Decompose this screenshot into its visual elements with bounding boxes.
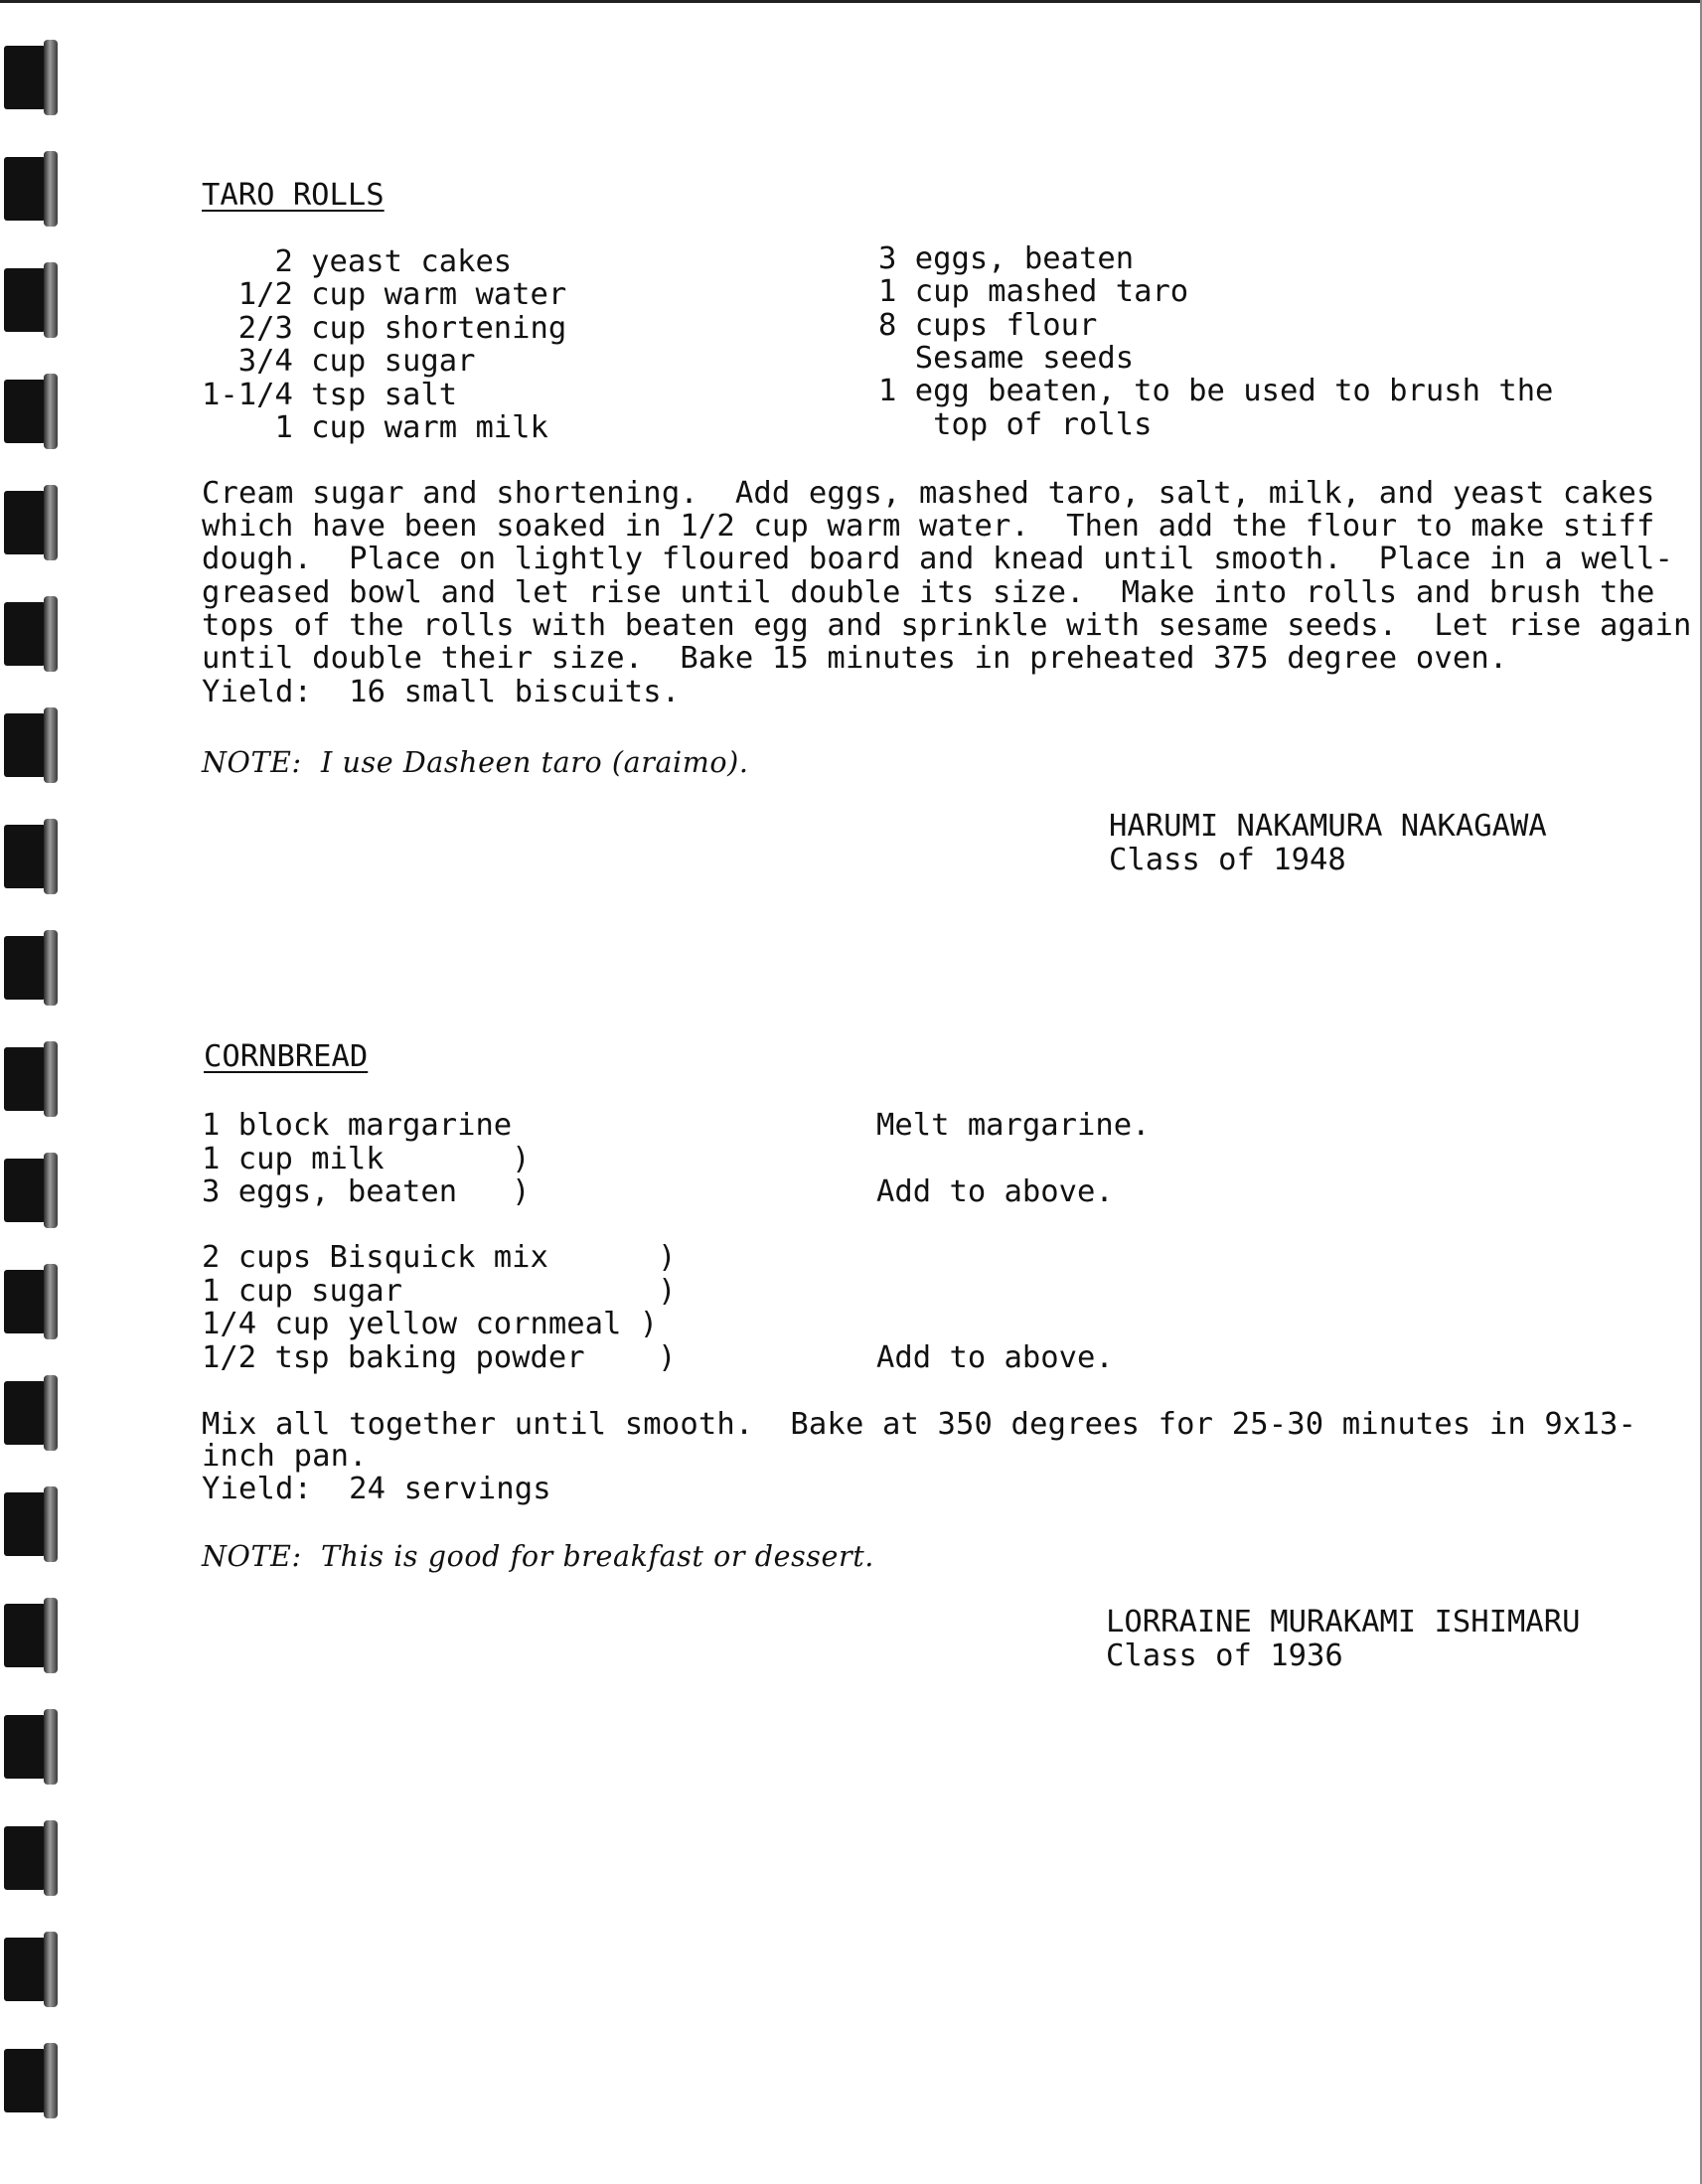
direction-line: inch pan.: [202, 1439, 368, 1474]
binding-ring-wire: [44, 151, 58, 227]
ingredient-line: 3 eggs, beaten ): [202, 1174, 531, 1209]
taro-note: NOTE: I use Dasheen taro (araimo).: [202, 746, 749, 779]
direction-line: tops of the rolls with beaten egg and sprinkle with sesame seeds. Let rise again: [202, 608, 1692, 643]
binding-ring: [4, 1932, 56, 2007]
binding-ring-wire: [44, 374, 58, 449]
binding-hole-shadow: [4, 825, 46, 888]
binding-hole-shadow: [4, 1381, 46, 1445]
ingredient-line: 2 cups Bisquick mix ): [202, 1240, 677, 1275]
binding-ring: [4, 819, 56, 894]
binding-ring: [4, 151, 56, 227]
binding-hole-shadow: [4, 1938, 46, 2001]
binding-ring: [4, 1709, 56, 1785]
ingredient-line: 1 cup sugar ): [202, 1274, 677, 1309]
binding-hole-shadow: [4, 936, 46, 1000]
binding-ring-wire: [44, 40, 58, 115]
binding-ring-wire: [44, 930, 58, 1006]
binding-hole-shadow: [4, 2049, 46, 2112]
yield-line: Yield: 16 small biscuits.: [202, 675, 681, 709]
binding-hole-shadow: [4, 268, 46, 332]
binding-ring: [4, 1486, 56, 1562]
binding-hole-shadow: [4, 713, 46, 777]
binding-ring-wire: [44, 1932, 58, 2007]
binding-hole-shadow: [4, 1826, 46, 1890]
binding-hole-shadow: [4, 157, 46, 221]
direction-line: greased bowl and let rise until double its size. Make into rolls and brush the: [202, 575, 1655, 610]
binding-ring-wire: [44, 596, 58, 672]
cornbread-author-name: LORRAINE MURAKAMI ISHIMARU: [1106, 1605, 1581, 1639]
instruction-line: Melt margarine.: [876, 1108, 1151, 1143]
binding-ring-wire: [44, 262, 58, 338]
direction-line: Mix all together until smooth. Bake at 350 degrees for 25-30 minutes in 9x13-: [202, 1407, 1636, 1442]
binding-ring-wire: [44, 485, 58, 560]
binding-ring: [4, 374, 56, 449]
recipe-title-taro-rolls: TARO ROLLS: [202, 178, 385, 213]
ingredient-line: 2 yeast cakes: [202, 244, 513, 279]
taro-author-class: Class of 1948: [1109, 843, 1346, 877]
binding-ring: [4, 707, 56, 783]
binding-ring: [4, 485, 56, 560]
direction-line: Cream sugar and shortening. Add eggs, mashed taro, salt, milk, and yeast cakes: [202, 476, 1655, 511]
binding-ring-wire: [44, 707, 58, 783]
binding-hole-shadow: [4, 602, 46, 666]
binding-ring: [4, 1598, 56, 1673]
binding-ring-wire: [44, 1153, 58, 1228]
ingredient-line: 1 cup mashed taro: [878, 274, 1189, 309]
yield-line: Yield: 24 servings: [202, 1472, 551, 1506]
ingredient-line: 8 cups flour: [878, 308, 1098, 343]
page-top-edge: [0, 0, 1702, 3]
binding-hole-shadow: [4, 1270, 46, 1333]
binding-hole-shadow: [4, 1047, 46, 1111]
ingredient-line: 1 egg beaten, to be used to brush the: [878, 374, 1554, 408]
cornbread-note: NOTE: This is good for breakfast or dessert.: [202, 1540, 874, 1573]
binding-ring-wire: [44, 1598, 58, 1673]
ingredient-line: 3/4 cup sugar: [202, 344, 476, 379]
ingredient-line: Sesame seeds: [878, 341, 1135, 376]
binding-ring-wire: [44, 1486, 58, 1562]
binding-ring: [4, 930, 56, 1006]
ingredient-line: 1/2 tsp baking powder ): [202, 1340, 677, 1375]
binding-hole-shadow: [4, 1715, 46, 1779]
binding-hole-shadow: [4, 1492, 46, 1556]
cornbread-author-class: Class of 1936: [1106, 1638, 1343, 1673]
ingredient-line: top of rolls: [878, 407, 1153, 442]
instruction-line: Add to above.: [876, 1340, 1114, 1375]
ingredient-line: 3 eggs, beaten: [878, 241, 1135, 276]
binding-ring: [4, 2043, 56, 2118]
binding-ring: [4, 40, 56, 115]
ingredient-line: 1/2 cup warm water: [202, 277, 567, 312]
binding-ring: [4, 596, 56, 672]
binding-ring: [4, 262, 56, 338]
ingredient-line: 1-1/4 tsp salt: [202, 378, 458, 412]
ingredient-line: 1 cup milk ): [202, 1142, 531, 1176]
binding-ring: [4, 1264, 56, 1339]
binding-hole-shadow: [4, 1604, 46, 1667]
instruction-line: Add to above.: [876, 1174, 1114, 1209]
direction-line: which have been soaked in 1/2 cup warm water. Then add the flour to make stiff: [202, 509, 1655, 544]
taro-author-name: HARUMI NAKAMURA NAKAGAWA: [1109, 809, 1547, 844]
direction-line: until double their size. Bake 15 minutes in preheated 375 degree oven.: [202, 641, 1508, 676]
binding-hole-shadow: [4, 380, 46, 443]
binding-ring-wire: [44, 2043, 58, 2118]
ingredient-line: 1 cup warm milk: [202, 410, 548, 445]
binding-ring-wire: [44, 1820, 58, 1896]
recipe-title-cornbread: CORNBREAD: [204, 1039, 369, 1074]
direction-line: dough. Place on lightly floured board and knead until smooth. Place in a well-: [202, 542, 1674, 576]
ingredient-line: 1/4 cup yellow cornmeal ): [202, 1307, 659, 1341]
binding-hole-shadow: [4, 46, 46, 109]
binding-hole-shadow: [4, 491, 46, 554]
spiral-binding: [0, 0, 62, 2184]
binding-ring-wire: [44, 1264, 58, 1339]
binding-hole-shadow: [4, 1159, 46, 1222]
binding-ring: [4, 1153, 56, 1228]
binding-ring: [4, 1041, 56, 1117]
ingredient-line: 2/3 cup shortening: [202, 311, 567, 346]
binding-ring: [4, 1820, 56, 1896]
binding-ring-wire: [44, 1375, 58, 1451]
binding-ring-wire: [44, 1709, 58, 1785]
ingredient-line: 1 block margarine: [202, 1108, 513, 1143]
binding-ring-wire: [44, 1041, 58, 1117]
binding-ring: [4, 1375, 56, 1451]
binding-ring-wire: [44, 819, 58, 894]
